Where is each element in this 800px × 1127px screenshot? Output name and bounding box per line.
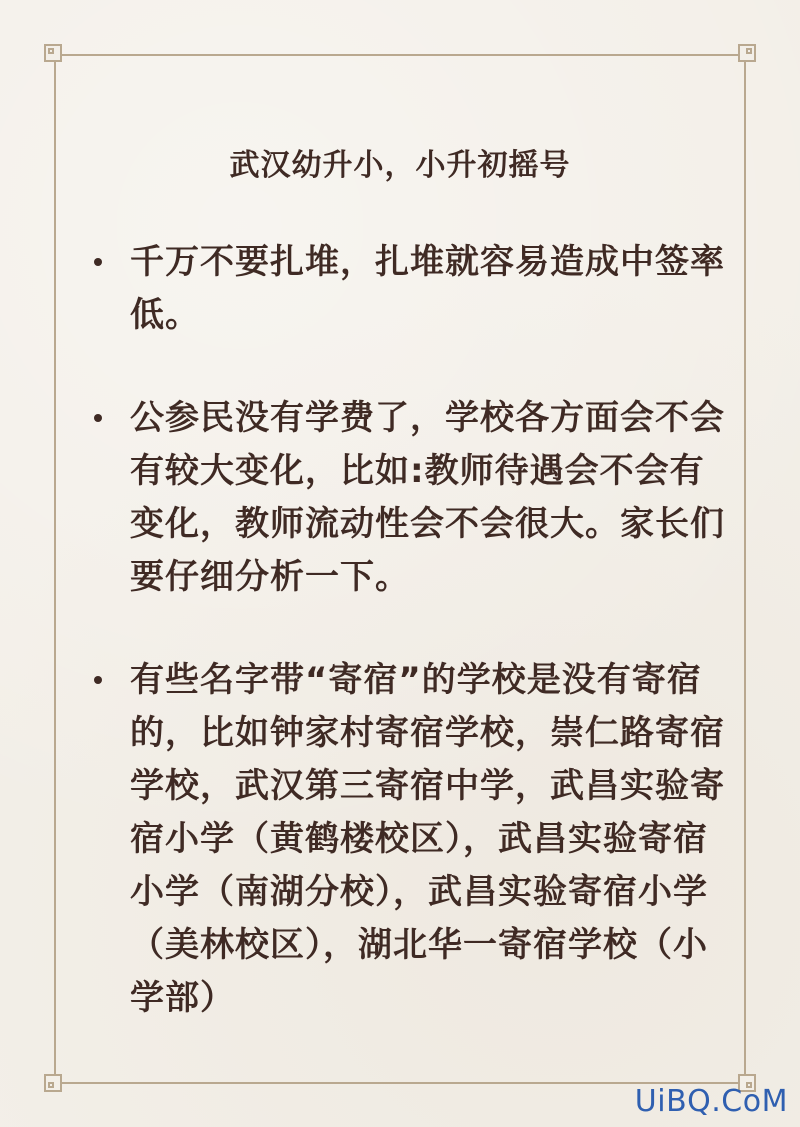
list-item: [88, 654, 738, 1025]
list-item: [88, 236, 738, 342]
list-item-text: 有些名字带“寄宿”的学校是没有寄宿的，比如钟家村寄宿学校，崇仁路寄宿学校，武汉第三寄宿中学，武昌实验寄宿小学（黄鹤楼校区），武昌实验寄宿小学（南湖分校），武昌实验寄宿小学（美林校区），湖北华一寄宿学校（小学部）: [130, 660, 725, 1018]
bullet-list: [88, 236, 738, 1025]
list-item-text: 千万不要扎堆，扎堆就容易造成中签率低。: [130, 242, 725, 335]
frame-corner-bottom-left: [44, 1074, 62, 1092]
bullet-dot: [94, 258, 102, 266]
bullet-dot: [94, 676, 102, 684]
bullet-dot: [94, 414, 102, 422]
list-item: [88, 392, 738, 604]
list-item-text: 公参民没有学费了，学校各方面会不会有较大变化，比如:教师待遇会不会有变化，教师流动性会不会很大。家长们要仔细分析一下。: [130, 398, 725, 597]
frame-corner-top-right: [738, 44, 756, 62]
page-title: 武汉幼升小，小升初摇号: [229, 148, 571, 183]
watermark: UiBQ.CoM: [634, 1084, 788, 1119]
frame-corner-top-left: [44, 44, 62, 62]
